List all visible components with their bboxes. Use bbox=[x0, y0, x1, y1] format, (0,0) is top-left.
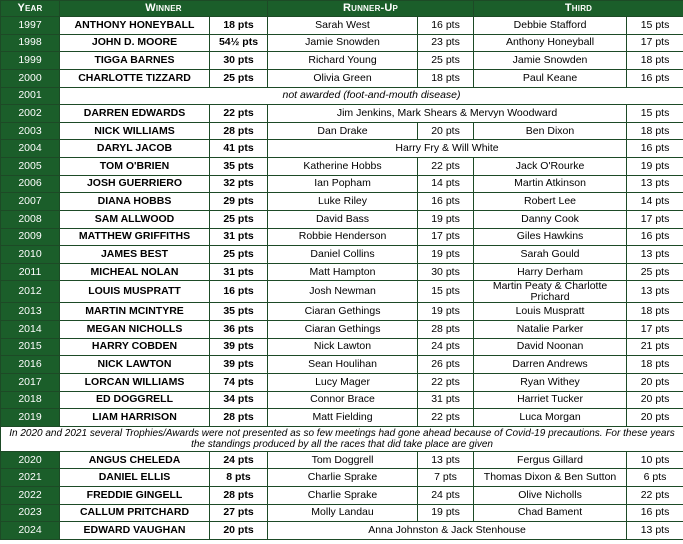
year-cell: 2011 bbox=[1, 263, 60, 281]
winner-name: DARYL JACOB bbox=[60, 140, 210, 158]
third-points: 13 pts bbox=[627, 175, 683, 193]
header-runner-up: Runner-Up bbox=[268, 1, 474, 17]
winner-name: LOUIS MUSPRATT bbox=[60, 281, 210, 303]
third-points: 20 pts bbox=[627, 409, 683, 427]
table-row bbox=[1, 246, 683, 264]
third-points: 15 pts bbox=[627, 17, 683, 35]
table-row bbox=[1, 69, 683, 87]
runner-up-name: Molly Landau bbox=[268, 504, 418, 522]
third-name: Jack O'Rourke bbox=[474, 158, 627, 176]
third-name: Harry Derham bbox=[474, 263, 627, 281]
runner-up-points: 19 pts bbox=[418, 246, 474, 264]
third-points: 16 pts bbox=[627, 140, 683, 158]
third-name: Natalie Parker bbox=[474, 321, 627, 339]
runner-up-name: Matt Fielding bbox=[268, 409, 418, 427]
runner-up-points: 17 pts bbox=[418, 228, 474, 246]
winner-points: 25 pts bbox=[210, 69, 268, 87]
third-points: 6 pts bbox=[627, 469, 683, 487]
winner-points: 28 pts bbox=[210, 122, 268, 140]
runner-up-points: 24 pts bbox=[418, 487, 474, 505]
winner-points: 29 pts bbox=[210, 193, 268, 211]
winner-name: MATTHEW GRIFFITHS bbox=[60, 228, 210, 246]
winner-name: EDWARD VAUGHAN bbox=[60, 522, 210, 540]
runner-up-points: 22 pts bbox=[418, 373, 474, 391]
table-row bbox=[1, 210, 683, 228]
table-row bbox=[1, 140, 683, 158]
table-row bbox=[1, 17, 683, 35]
table-row bbox=[1, 409, 683, 427]
winner-name: JAMES BEST bbox=[60, 246, 210, 264]
runner-up-name: Matt Hampton bbox=[268, 263, 418, 281]
table-row bbox=[1, 373, 683, 391]
runner-up-name: Richard Young bbox=[268, 52, 418, 70]
winner-points: 20 pts bbox=[210, 522, 268, 540]
winner-points: 28 pts bbox=[210, 409, 268, 427]
runner-up-name: Luke Riley bbox=[268, 193, 418, 211]
winner-name: LIAM HARRISON bbox=[60, 409, 210, 427]
header-year: Year bbox=[1, 1, 60, 17]
runner-up-and-third-names: Anna Johnston & Jack Stenhouse bbox=[268, 522, 627, 540]
runner-up-name: Charlie Sprake bbox=[268, 469, 418, 487]
runner-up-name: Ian Popham bbox=[268, 175, 418, 193]
table-row bbox=[1, 52, 683, 70]
runner-up-points: 16 pts bbox=[418, 17, 474, 35]
runner-up-name: Charlie Sprake bbox=[268, 487, 418, 505]
runner-up-points: 14 pts bbox=[418, 175, 474, 193]
third-points: 25 pts bbox=[627, 263, 683, 281]
year-cell: 1998 bbox=[1, 34, 60, 52]
winner-points: 27 pts bbox=[210, 504, 268, 522]
runner-up-name: Sarah West bbox=[268, 17, 418, 35]
winner-name: JOHN D. MOORE bbox=[60, 34, 210, 52]
third-points: 18 pts bbox=[627, 356, 683, 374]
winner-points: 25 pts bbox=[210, 246, 268, 264]
third-points: 16 pts bbox=[627, 69, 683, 87]
year-cell: 2007 bbox=[1, 193, 60, 211]
winner-name: SAM ALLWOOD bbox=[60, 210, 210, 228]
year-cell: 2006 bbox=[1, 175, 60, 193]
third-points: 18 pts bbox=[627, 122, 683, 140]
winner-points: 16 pts bbox=[210, 281, 268, 303]
runner-up-name: Olivia Green bbox=[268, 69, 418, 87]
third-points: 10 pts bbox=[627, 451, 683, 469]
table-row bbox=[1, 469, 683, 487]
runner-up-name: Dan Drake bbox=[268, 122, 418, 140]
year-cell: 2000 bbox=[1, 69, 60, 87]
winner-name: MICHEAL NOLAN bbox=[60, 263, 210, 281]
winner-points: 22 pts bbox=[210, 105, 268, 123]
header-row bbox=[1, 1, 683, 17]
year-cell: 1999 bbox=[1, 52, 60, 70]
runner-up-name: Robbie Henderson bbox=[268, 228, 418, 246]
table-row bbox=[1, 263, 683, 281]
third-points: 13 pts bbox=[627, 246, 683, 264]
winner-name: CHARLOTTE TIZZARD bbox=[60, 69, 210, 87]
third-name: Jamie Snowden bbox=[474, 52, 627, 70]
table-row bbox=[1, 426, 683, 451]
third-points: 17 pts bbox=[627, 321, 683, 339]
third-name: Ryan Withey bbox=[474, 373, 627, 391]
winner-name: NICK LAWTON bbox=[60, 356, 210, 374]
runner-up-name: Ciaran Gethings bbox=[268, 321, 418, 339]
runner-up-points: 18 pts bbox=[418, 69, 474, 87]
runner-up-name: Jamie Snowden bbox=[268, 34, 418, 52]
year-cell: 2016 bbox=[1, 356, 60, 374]
third-name: Ben Dixon bbox=[474, 122, 627, 140]
table-row bbox=[1, 34, 683, 52]
runner-up-name: David Bass bbox=[268, 210, 418, 228]
winner-points: 25 pts bbox=[210, 210, 268, 228]
table-row bbox=[1, 175, 683, 193]
third-name: Darren Andrews bbox=[474, 356, 627, 374]
year-cell: 2005 bbox=[1, 158, 60, 176]
winner-points: 32 pts bbox=[210, 175, 268, 193]
winner-name: ANGUS CHELEDA bbox=[60, 451, 210, 469]
runner-up-and-third-names: Harry Fry & Will White bbox=[268, 140, 627, 158]
year-cell: 2013 bbox=[1, 303, 60, 321]
third-name: Harriet Tucker bbox=[474, 391, 627, 409]
third-name: Sarah Gould bbox=[474, 246, 627, 264]
winner-points: 36 pts bbox=[210, 321, 268, 339]
winner-points: 24 pts bbox=[210, 451, 268, 469]
third-points: 17 pts bbox=[627, 34, 683, 52]
third-points: 21 pts bbox=[627, 338, 683, 356]
year-cell: 2022 bbox=[1, 487, 60, 505]
runner-up-name: Ciaran Gethings bbox=[268, 303, 418, 321]
table-row bbox=[1, 281, 683, 303]
runner-up-name: Daniel Collins bbox=[268, 246, 418, 264]
runner-up-name: Tom Doggrell bbox=[268, 451, 418, 469]
runner-up-points: 23 pts bbox=[418, 34, 474, 52]
year-cell: 1997 bbox=[1, 17, 60, 35]
winner-name: TIGGA BARNES bbox=[60, 52, 210, 70]
winner-name: MARTIN MCINTYRE bbox=[60, 303, 210, 321]
header-winner: Winner bbox=[60, 1, 268, 17]
table-row bbox=[1, 158, 683, 176]
runner-up-points: 19 pts bbox=[418, 303, 474, 321]
table-row bbox=[1, 522, 683, 540]
table-row bbox=[1, 105, 683, 123]
winner-name: CALLUM PRITCHARD bbox=[60, 504, 210, 522]
winner-name: DANIEL ELLIS bbox=[60, 469, 210, 487]
table-row bbox=[1, 193, 683, 211]
year-cell: 2017 bbox=[1, 373, 60, 391]
runner-up-points: 15 pts bbox=[418, 281, 474, 303]
third-points: 18 pts bbox=[627, 303, 683, 321]
runner-up-name: Connor Brace bbox=[268, 391, 418, 409]
third-name: Martin Peaty & Charlotte Prichard bbox=[474, 281, 627, 303]
year-cell: 2024 bbox=[1, 522, 60, 540]
runner-up-and-third-names: Jim Jenkins, Mark Shears & Mervyn Woodward bbox=[268, 105, 627, 123]
table-row bbox=[1, 451, 683, 469]
third-name: Thomas Dixon & Ben Sutton bbox=[474, 469, 627, 487]
runner-up-points: 20 pts bbox=[418, 122, 474, 140]
year-cell: 2020 bbox=[1, 451, 60, 469]
runner-up-points: 25 pts bbox=[418, 52, 474, 70]
third-name: Danny Cook bbox=[474, 210, 627, 228]
runner-up-points: 28 pts bbox=[418, 321, 474, 339]
third-name: Giles Hawkins bbox=[474, 228, 627, 246]
year-cell: 2023 bbox=[1, 504, 60, 522]
table-row bbox=[1, 391, 683, 409]
third-name: Olive Nicholls bbox=[474, 487, 627, 505]
runner-up-points: 19 pts bbox=[418, 210, 474, 228]
third-points: 17 pts bbox=[627, 210, 683, 228]
winner-points: 18 pts bbox=[210, 17, 268, 35]
third-name: Robert Lee bbox=[474, 193, 627, 211]
table-row bbox=[1, 487, 683, 505]
runner-up-points: 19 pts bbox=[418, 504, 474, 522]
runner-up-points: 30 pts bbox=[418, 263, 474, 281]
third-name: Paul Keane bbox=[474, 69, 627, 87]
third-points: 22 pts bbox=[627, 487, 683, 505]
third-points: 15 pts bbox=[627, 105, 683, 123]
third-name: Louis Muspratt bbox=[474, 303, 627, 321]
winner-points: 54½ pts bbox=[210, 34, 268, 52]
year-cell: 2010 bbox=[1, 246, 60, 264]
third-points: 16 pts bbox=[627, 504, 683, 522]
winner-name: DARREN EDWARDS bbox=[60, 105, 210, 123]
runner-up-name: Lucy Mager bbox=[268, 373, 418, 391]
runner-up-points: 22 pts bbox=[418, 158, 474, 176]
runner-up-name: Nick Lawton bbox=[268, 338, 418, 356]
year-cell: 2001 bbox=[1, 87, 60, 105]
third-points: 20 pts bbox=[627, 391, 683, 409]
year-cell: 2004 bbox=[1, 140, 60, 158]
table-row bbox=[1, 356, 683, 374]
third-points: 13 pts bbox=[627, 522, 683, 540]
winner-points: 74 pts bbox=[210, 373, 268, 391]
winner-points: 31 pts bbox=[210, 263, 268, 281]
runner-up-points: 7 pts bbox=[418, 469, 474, 487]
winner-name: ANTHONY HONEYBALL bbox=[60, 17, 210, 35]
header-third: Third bbox=[474, 1, 683, 17]
third-points: 19 pts bbox=[627, 158, 683, 176]
year-cell: 2002 bbox=[1, 105, 60, 123]
year-cell: 2014 bbox=[1, 321, 60, 339]
third-points: 20 pts bbox=[627, 373, 683, 391]
runner-up-points: 16 pts bbox=[418, 193, 474, 211]
third-points: 13 pts bbox=[627, 281, 683, 303]
year-cell: 2018 bbox=[1, 391, 60, 409]
runner-up-name: Katherine Hobbs bbox=[268, 158, 418, 176]
year-cell: 2012 bbox=[1, 281, 60, 303]
year-cell: 2015 bbox=[1, 338, 60, 356]
third-name: Anthony Honeyball bbox=[474, 34, 627, 52]
year-cell: 2019 bbox=[1, 409, 60, 427]
table-row bbox=[1, 122, 683, 140]
winner-points: 39 pts bbox=[210, 338, 268, 356]
table-row bbox=[1, 338, 683, 356]
winner-name: JOSH GUERRIERO bbox=[60, 175, 210, 193]
winner-name: MEGAN NICHOLLS bbox=[60, 321, 210, 339]
winner-points: 39 pts bbox=[210, 356, 268, 374]
runner-up-name: Josh Newman bbox=[268, 281, 418, 303]
winner-name: DIANA HOBBS bbox=[60, 193, 210, 211]
table-row bbox=[1, 321, 683, 339]
runner-up-name: Sean Houlihan bbox=[268, 356, 418, 374]
covid-notice: In 2020 and 2021 several Trophies/Awards were not presented as so few meetings had gone ahead because of Covid-19 precautions. For these years the standings produced by all the races that did take place are given bbox=[1, 426, 683, 451]
year-cell: 2008 bbox=[1, 210, 60, 228]
runner-up-points: 13 pts bbox=[418, 451, 474, 469]
third-name: Luca Morgan bbox=[474, 409, 627, 427]
runner-up-points: 24 pts bbox=[418, 338, 474, 356]
year-cell: 2003 bbox=[1, 122, 60, 140]
third-name: Debbie Stafford bbox=[474, 17, 627, 35]
winner-points: 31 pts bbox=[210, 228, 268, 246]
winner-name: HARRY COBDEN bbox=[60, 338, 210, 356]
table-row bbox=[1, 504, 683, 522]
table-body bbox=[1, 17, 683, 540]
winner-name: FREDDIE GINGELL bbox=[60, 487, 210, 505]
winner-name: ED DOGGRELL bbox=[60, 391, 210, 409]
runner-up-points: 22 pts bbox=[418, 409, 474, 427]
winner-points: 35 pts bbox=[210, 158, 268, 176]
not-awarded-note: not awarded (foot-and-mouth disease) bbox=[60, 87, 683, 105]
winner-points: 30 pts bbox=[210, 52, 268, 70]
winner-name: NICK WILLIAMS bbox=[60, 122, 210, 140]
winner-points: 35 pts bbox=[210, 303, 268, 321]
runner-up-points: 26 pts bbox=[418, 356, 474, 374]
third-points: 18 pts bbox=[627, 52, 683, 70]
winner-points: 8 pts bbox=[210, 469, 268, 487]
runner-up-points: 31 pts bbox=[418, 391, 474, 409]
table-row bbox=[1, 228, 683, 246]
winner-points: 28 pts bbox=[210, 487, 268, 505]
winner-points: 41 pts bbox=[210, 140, 268, 158]
third-points: 14 pts bbox=[627, 193, 683, 211]
table-row bbox=[1, 303, 683, 321]
winner-name: TOM O'BRIEN bbox=[60, 158, 210, 176]
table-row bbox=[1, 87, 683, 105]
third-points: 16 pts bbox=[627, 228, 683, 246]
year-cell: 2021 bbox=[1, 469, 60, 487]
winner-points: 34 pts bbox=[210, 391, 268, 409]
winner-name: LORCAN WILLIAMS bbox=[60, 373, 210, 391]
third-name: Chad Bament bbox=[474, 504, 627, 522]
third-name: Martin Atkinson bbox=[474, 175, 627, 193]
year-cell: 2009 bbox=[1, 228, 60, 246]
third-name: Fergus Gillard bbox=[474, 451, 627, 469]
third-name: David Noonan bbox=[474, 338, 627, 356]
